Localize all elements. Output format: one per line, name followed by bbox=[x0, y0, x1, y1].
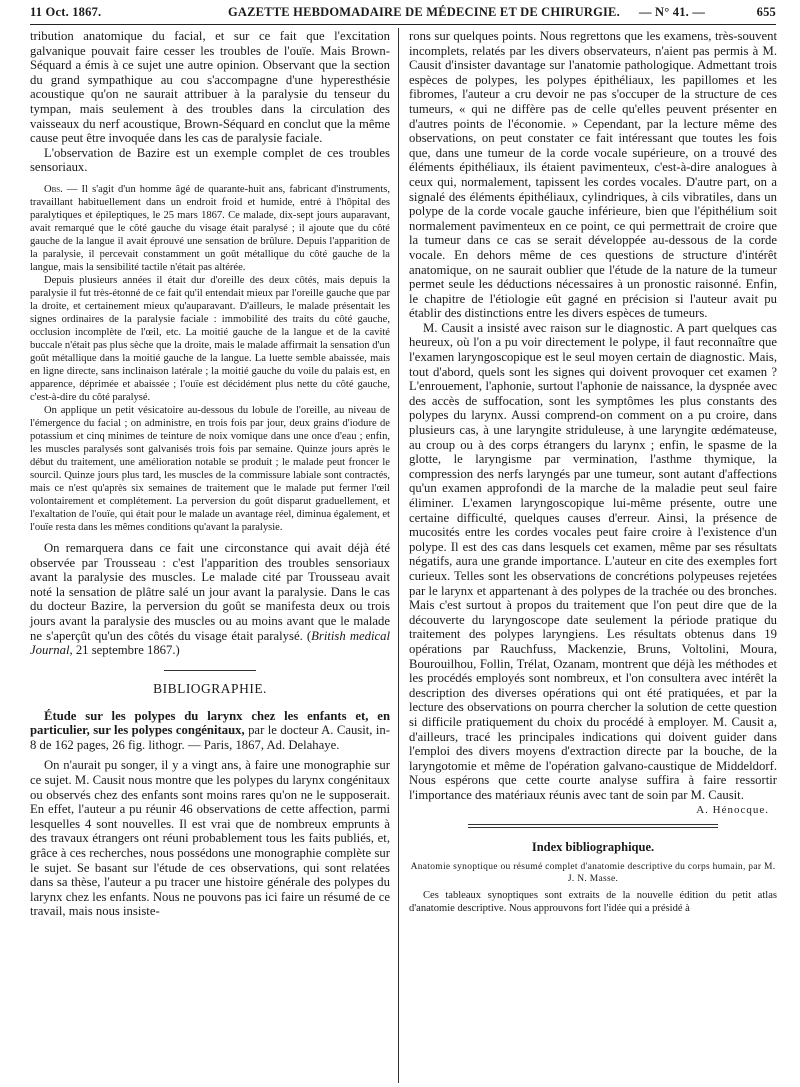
section-divider bbox=[164, 670, 256, 671]
header-date: 11 Oct. 1867. bbox=[30, 5, 102, 19]
paragraph-trousseau bbox=[30, 541, 390, 658]
left-column bbox=[30, 29, 390, 919]
citation-date: 21 septembre 1867.) bbox=[72, 643, 180, 658]
header-page-number: 655 bbox=[756, 5, 776, 19]
index-entry-text: Ces tableaux synoptiques sont extraits de la nouvelle édition du petit atlas d'anatomie descriptive. Nous approuvons fort l'idée qui a présidé à bbox=[409, 890, 777, 915]
citation-journal: British medical Journal, bbox=[30, 628, 390, 658]
paragraph-review-continued: rons sur quelques points. Nous regrettons que les examens, très-souvent incomplets, relatés par les divers observateurs, n'aient pas permis à M. Causit d'insister davantage sur l'anatomie pathologique. Admettant trois espèces de polypes, les polypes épithéliaux, les papillomes et les fibromes, l'auteur a cru devoir ne pas s'occuper de la structure de ces tumeurs, « qui ne diffère pas de celle qu'elles peuvent présenter en d'autres points de l'économie. » Cependant, par la lecture même des observations, on peut constater ce fait intéressant que toutes les fois que, dans une tumeur de la corde vocale supérieure, on a trouvé des éléments épithéliaux, ils étaient pavimenteux, c'est-à-dire analogues à ceux qui, normalement, tapissent les cordes vocales. D'autre part, on a signalé des éléments épithéliaux, cylindriques, à cils vibratiles, dans un polype de la corde vocale gauche inférieure, bien que l'épithélium soit normalement pavimenteux en ce point, ce qui permettrait de croire que la tumeur dans ce cas se serait développée au-dessous de la corde vocale. En dehors même de ces questions de structure d'intérêt anatomique, on ne saurait oublier que l'étude de la nature de la tumeur permet seule les déductions nécessaires à un pronostic raisonné. Enfin, le chapitre de l'étiologie eût gagné en précision si l'auteur avait pu établir des distinctions entre les divers espèces de tumeurs. bbox=[409, 29, 777, 321]
header-issue-number: — N° 41. — bbox=[639, 5, 706, 19]
header-journal-title: GAZETTE HEBDOMADAIRE DE MÉDECINE ET DE CHIRURGIE. bbox=[228, 5, 620, 19]
review-signature: A. Hénocque. bbox=[696, 804, 769, 817]
index-heading: Index bibliographique. bbox=[531, 840, 655, 855]
book-meta: par le docteur A. Causit, in-8 de 162 pages, 26 fig. lithogr. — Paris, 1867, Ad. Delahaye. bbox=[30, 723, 390, 752]
paragraph-diagnosis-treatment: M. Causit a insisté avec raison sur le diagnostic. A part quelques cas heureux, où l'on a pu voir directement le polype, il faut reconnaître que l'examen laryngoscopique est le seul moyen certain de diagnostic. Mais, tout d'abord, quels sont les signes qui doivent provoquer cet examen ? L'enrouement, l'aphonie, surtout l'aphonie de naissance, la dyspnée avec des accès de suffocation, sont les symptômes les plus constants des polypes du larynx. Aussi comprend-on comment on a pu croire, dans plusieurs cas, à une laryngite striduleuse, à une laryngite œdémateuse, au croup ou à des corps étrangers du larynx ; enfin, le spasme de la glotte, le laryngisme par vermination, l'asthme thymique, la compression des nerfs laryngés par une tumeur, sont autant d'affections qu'un examen approfondi de la marche de la maladie peut seul faire éliminer. L'examen laryngoscopique lui-même présente, outre une certaine difficulté, quelques causes d'erreur. Ainsi, la présence de mucosités entre les cordes vocales peut faire croire à l'existence d'un polype. Il est des cas dans lesquels cet examen, même par ses résultats négatifs, aura une grande importance. L'auteur en cite des exemples fort curieux. Telles sont les observations de concrétions polypeuses rejetées par le larynx et appartenant à des polypes de la trachée ou des bronches. Mais c'est surtout à propos du traitement que l'on peut dire que de la découverte du laryngoscope date seulement la période pratique du traitement des polypes laryngiens. Les résultats obtenus dans 19 opérations par Rauchfuss, Mackenzie, Bruns, Voltolini, Moura, Bourouilhou, Follin, Trélat, Ozanam, montrent que déjà les méthodes et les procédés employés sont nombreux, et l'on consultera avec intérêt la description des diverses opérations qui ont été pratiquées, et par la lecture des observations on pourra chercher la solution de cette question si difficile pratiquement du choix du procédé à employer. M. Causit a, d'ailleurs, tracé les principales indications qui doivent guider dans l'emploi des divers moyens d'extraction directe par la bouche, de la laryngotomie et même de l'opération galvano-caustique de Middeldorf. Nous espérons que cette courte analyse suffira à faire ressortir l'importance des matériaux réunis avec tant de soin par M. Causit. bbox=[409, 320, 777, 802]
observation-paragraph-2: Depuis plusieurs années il était dur d'oreille des deux côtés, mais depuis la paralysie il fut très-étonné de ce fait qu'il entendait mieux par l'oreille gauche que par la droite, et certainement mieux qu'auparavant. D'ailleurs, le malade présentait les signes ordinaires de la paralysie faciale : immobilité des traits du côté gauche, occlusion incomplète de l'œil, etc. La moitié gauche de la langue et de la cavité buccale n'était pas plus sèche que la droite, mais le malade affirmait la sensation d'un goût métallique dans la moitié gauche de la langue. La luette semble abaissée, mais en ligne directe, sans inclinaison latérale ; la moitié gauche du voile du palais est, en apparence, déprimée et abaissée ; l'ouïe est décidément plus nette du côté gauche, c'est-à-dire du côté paralysé. bbox=[30, 274, 390, 403]
index-entry-title: Anatomie synoptique ou résumé complet d'anatomie descriptive du corps humain, par M. J. N. Masse. bbox=[410, 862, 776, 885]
observation-text-1: — Il s'agit d'un homme âgé de quarante-huit ans, fabricant d'instruments, travaillant habituellement dans un endroit froid et humide, entré à l'hôpital des paralytiques et épileptiques, le 25 mars 1867. Ce malade, dix-sept jours auparavant, avait remarqué que le côté gauche du visage était paralysé ; il ajoute que du côté gauche de la langue il avait éprouvé une sensation de brûlure. Depuis l'apparition de la paralysie, il percevait constamment un goût métallique du côté gauche de la langue, mais la sensibilité tactile n'était pas altérée. bbox=[30, 183, 390, 273]
column-divider bbox=[398, 28, 399, 1083]
observation-paragraph-3: On applique un petit vésicatoire au-dessous du lobule de l'oreille, au niveau de l'émergence du facial ; on administre, en trois fois par jour, deux grains d'iodure de potassium et cinq minimes de teinture de noix vomique dans une once d'eau ; enfin, les muscles paralysés sont galvanisés trois fois par semaine. Quinze jours après le début du traitement, une amélioration notable se produit ; le malade peut froncer le sourcil. Quinze jours plus tard, les muscles de la commissure labiale sont contractés, mais ce n'est qu'après six semaines de traitement que le malade put fermer l'œil volontairement et complétement. La perversion du goût disparut graduellement, et l'exaltation de l'ouïe, qui était pour le malade un avantage réel, diminua également, et l'ouïe resta dans les mêmes conditions qu'avant la paralysie. bbox=[30, 404, 390, 533]
index-divider bbox=[468, 824, 718, 828]
book-reference bbox=[30, 709, 390, 753]
observation-label: Obs. bbox=[44, 183, 63, 195]
trousseau-text: On remarquera dans ce fait une circonstance qui avait déjà été observée par Trousseau : c'est l'apparition des troubles sensoriaux avant la paralysie des muscles. Le malade cité par Trousseau avait noté la sensation de plâtre salé un jour avant la paralysie. Dans le cas du docteur Bazire, la perversion du goût se manifesta deux ou trois jours avant la paralysie des muscles ou au moins avant que le malade ne s'aperçût qu'un des côtés du visage était paralysé. ( bbox=[30, 540, 390, 643]
observation-paragraph-1 bbox=[30, 183, 390, 274]
paragraph-review-start: On n'aurait pu songer, il y a vingt ans, à faire une monographie sur ce sujet. M. Causit nous montre que les polypes du larynx congénitaux ou observés chez des enfants sont moins rares qu'on ne le supposerait. En effet, l'auteur a pu réunir 46 observations de cette affection, parmi lesquelles 4 sont nouvelles. Il est vrai que de nombreux emprunts à des travaux étrangers ont réuni probablement tous les faits publiés, et, grâce à ces recherches, nous possédons une monographie complète sur le sujet. Se basant sur l'étude de ces observations, qui sont relatées dans sa thèse, l'auteur a pu tracer une histoire générale des polypes du larynx chez les enfants. Nous ne pouvons pas ici faire un résumé de ce travail, mais nous insiste- bbox=[30, 758, 390, 919]
bibliography-heading: BIBLIOGRAPHIE. bbox=[153, 680, 267, 696]
paragraph-facial-nerve: tribution anatomique du facial, et sur ce fait que l'excitation galvanique pouvait faire cesser les troubles de l'ouïe. Mais Brown-Séquard a émis à ce sujet une autre opinion. Observant que la section du grand sympathique au cou s'accompagne d'une hyperesthésie acoustique qu'on ne saurait attribuer à la paralysie du tenseur du tympan, mais seulement à des troubles dans la circulation des vaisseaux du nerf acoustique, Brown-Séquard en conclut que la même cause peut être invoquée dans les cas de paralysie faciale. bbox=[30, 29, 390, 146]
right-column bbox=[409, 29, 777, 915]
book-title: Étude sur les polypes du larynx chez les enfants et, en particulier, sur les polypes congénitaux, bbox=[30, 708, 390, 738]
running-header bbox=[30, 2, 776, 25]
paragraph-bazire-intro: L'observation de Bazire est un exemple complet de ces troubles sensoriaux. bbox=[30, 145, 390, 175]
